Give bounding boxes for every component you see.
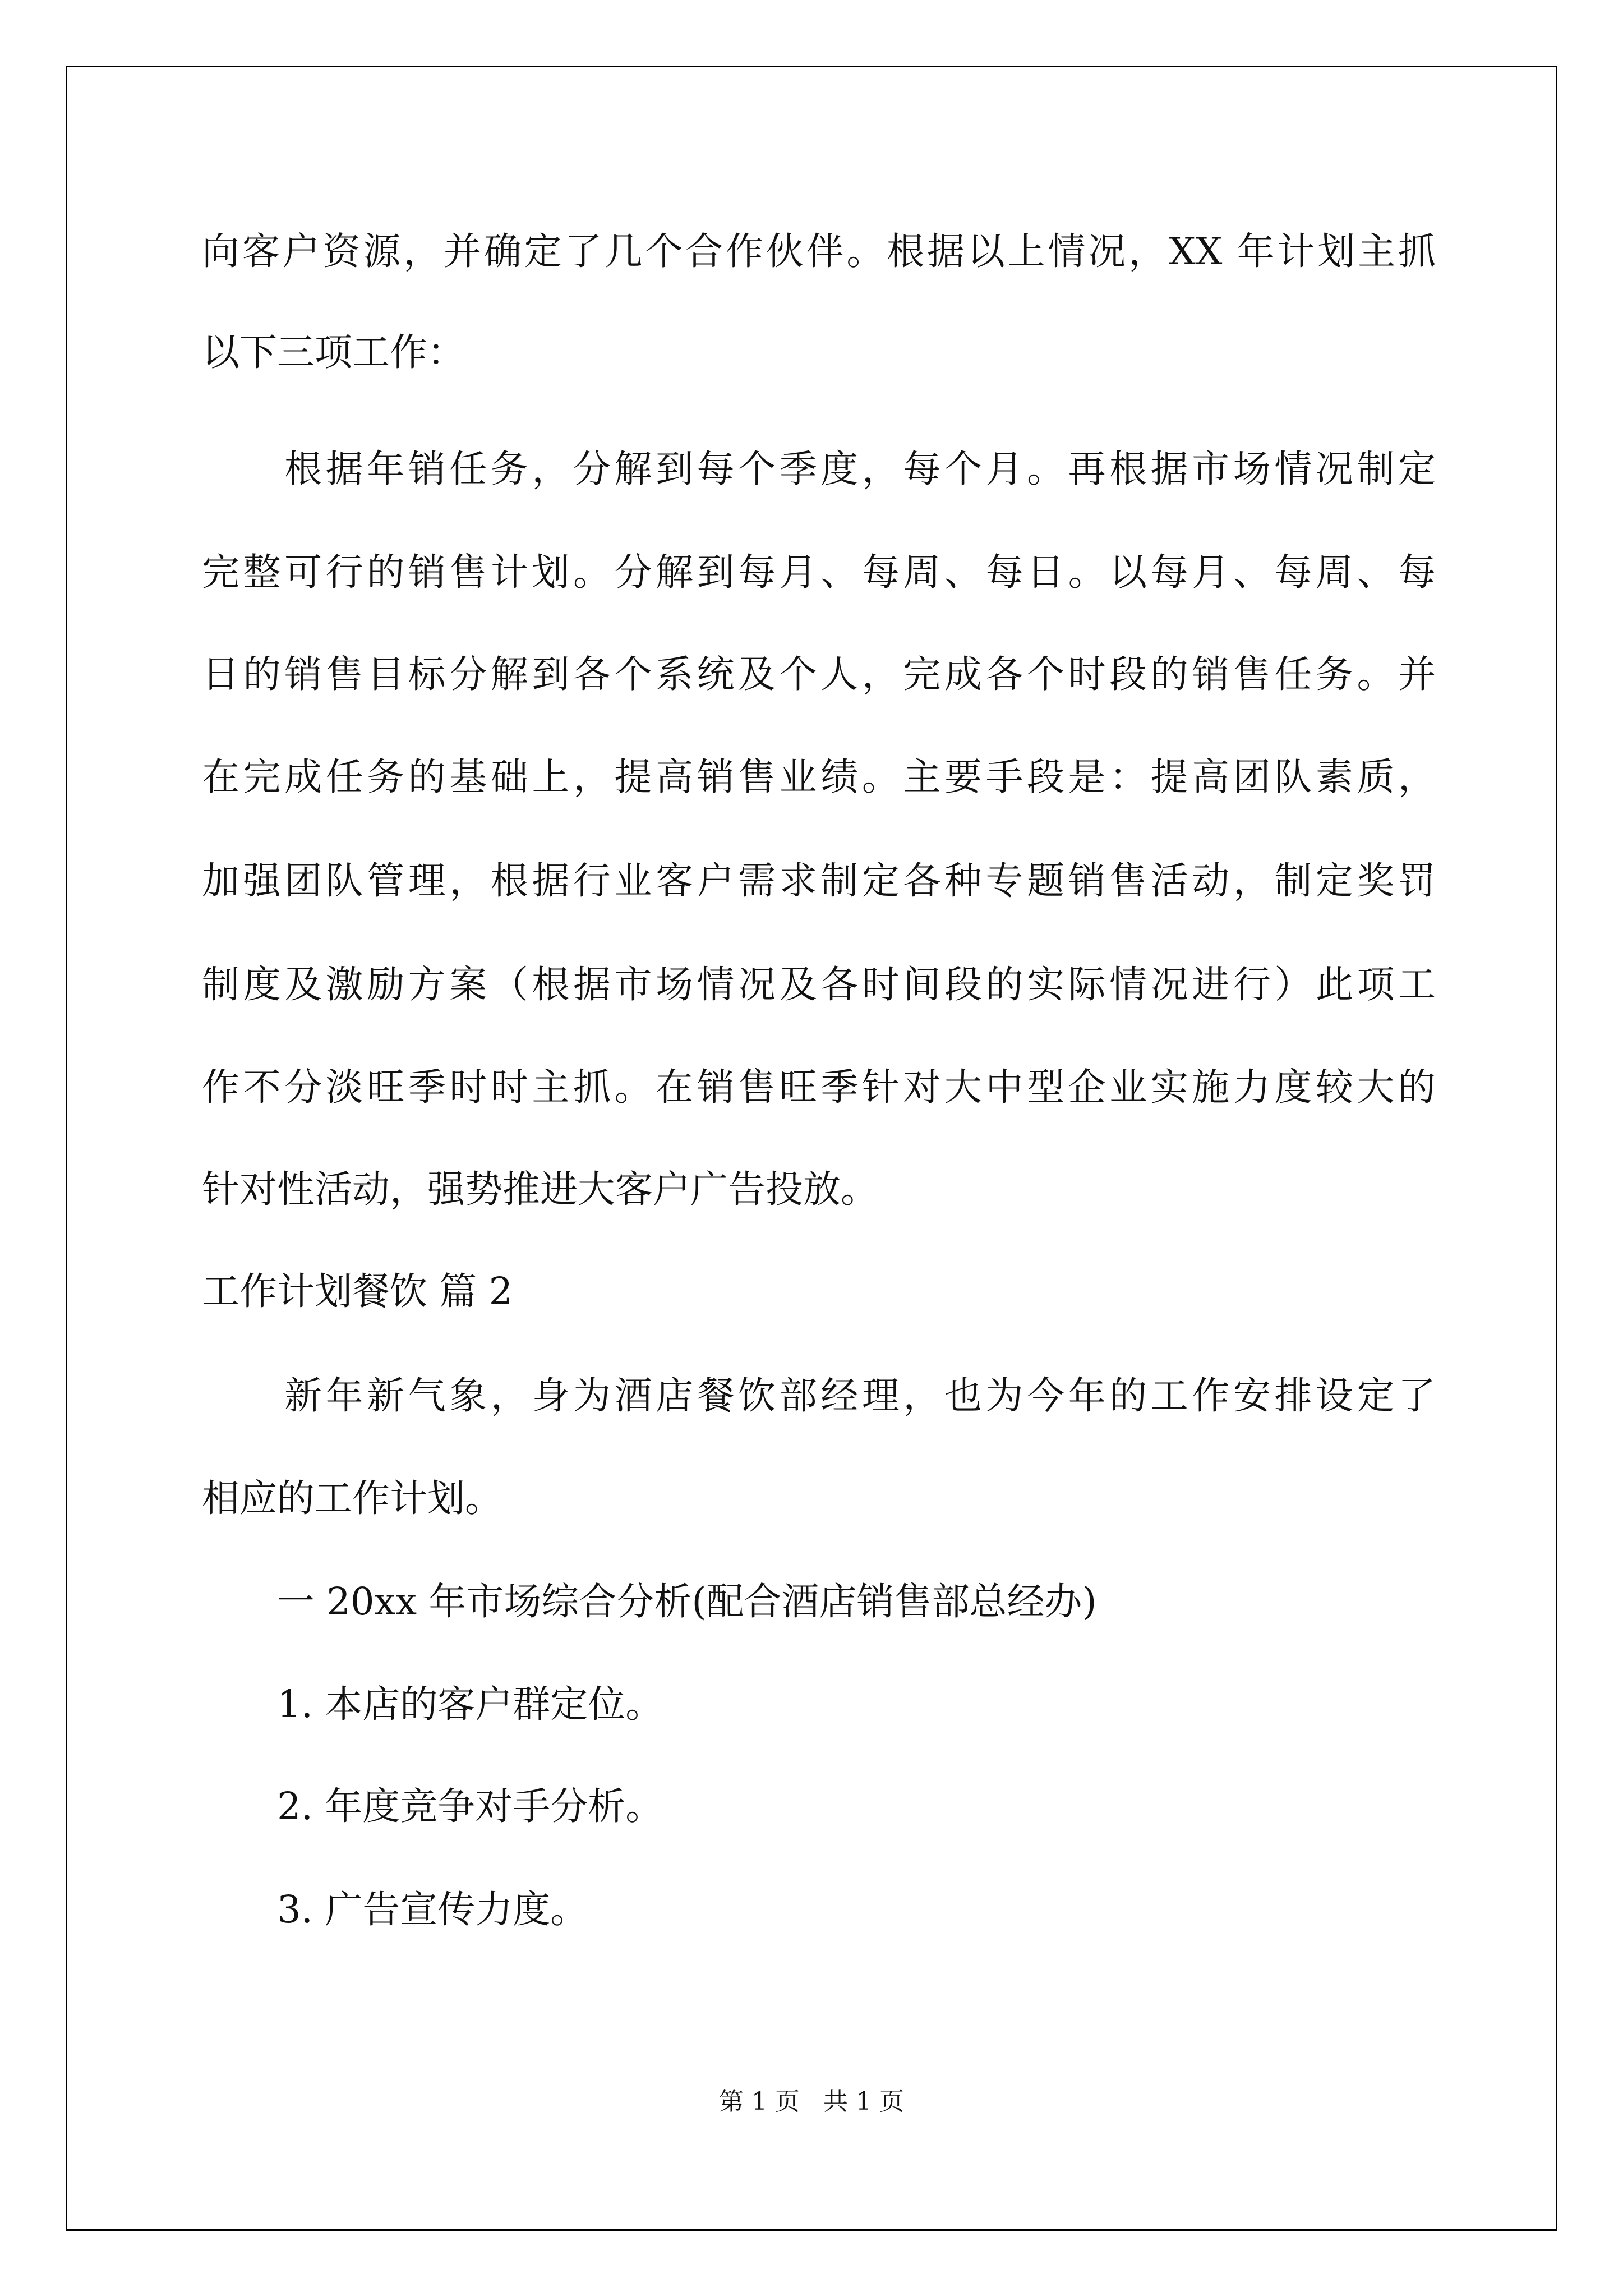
list-item-3: 3. 广告宣传力度。 (202, 1888, 588, 1931)
list-item-2: 2. 年度竞争对手分析。 (202, 1784, 663, 1828)
analysis-heading: 一 20xx 年市场综合分析(配合酒店销售部总经办) (202, 1580, 1097, 1623)
paragraph-line-1: 向客户资源，并确定了几个合作伙伴。根据以上情况，XX 年计划主抓 (202, 229, 1436, 273)
page-footer: 第 1 页 共 1 页 (719, 2087, 904, 2116)
paragraph-line-7: 加强团队管理，根据行业客户需求制定各种专题销售活动，制定奖罚 (202, 859, 1436, 903)
paragraph-line-5: 日的销售目标分解到各个系统及个人，完成各个时段的销售任务。并 (202, 652, 1436, 696)
list-item-1: 1. 本店的客户群定位。 (202, 1682, 663, 1726)
paragraph-line-8: 制度及激励方案（根据市场情况及各时间段的实际情况进行）此项工 (202, 963, 1436, 1006)
section-heading: 工作计划餐饮 篇 2 (202, 1269, 513, 1313)
paragraph-line-3: 根据年销任务，分解到每个季度，每个月。再根据市场情况制定 (202, 447, 1436, 491)
paragraph-line-11: 新年新气象，身为酒店餐饮部经理，也为今年的工作安排设定了 (202, 1374, 1436, 1418)
paragraph-line-6: 在完成任务的基础上，提高销售业绩。主要手段是：提高团队素质， (202, 755, 1436, 799)
paragraph-line-9: 作不分淡旺季时时主抓。在销售旺季针对大中型企业实施力度较大的 (202, 1065, 1436, 1109)
paragraph-line-2: 以下三项工作： (202, 330, 465, 374)
paragraph-line-10: 针对性活动，强势推进大客户广告投放。 (202, 1167, 878, 1211)
paragraph-line-12: 相应的工作计划。 (202, 1476, 502, 1520)
paragraph-line-4: 完整可行的销售计划。分解到每月、每周、每日。以每月、每周、每 (202, 550, 1436, 594)
